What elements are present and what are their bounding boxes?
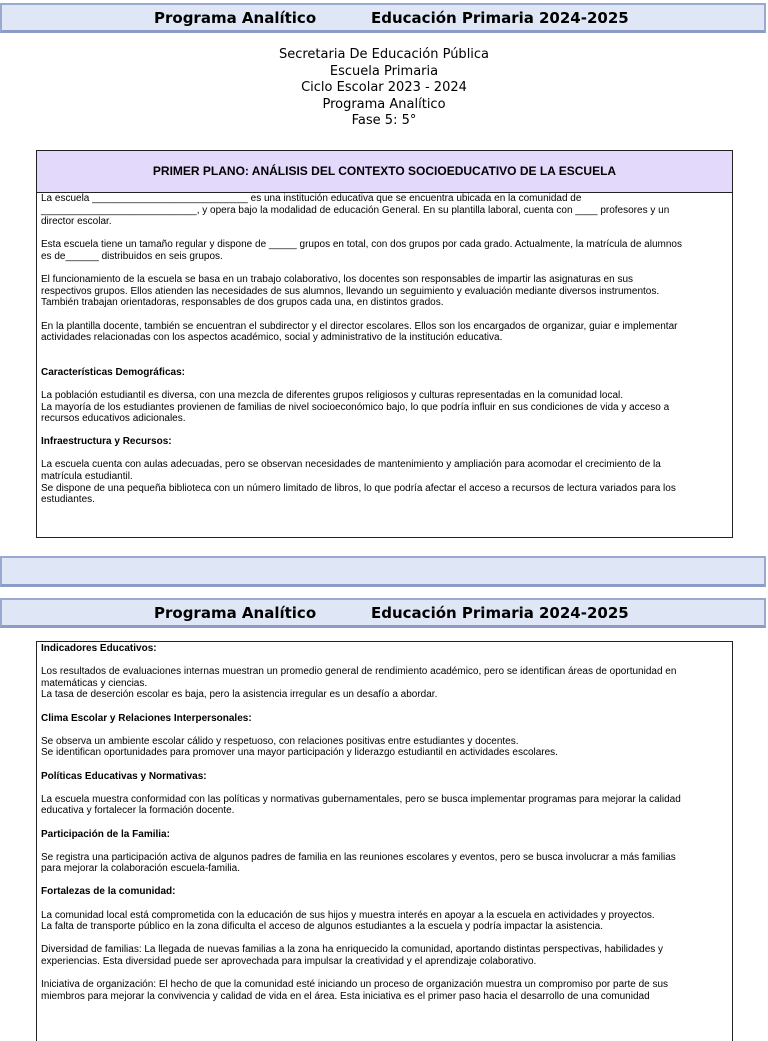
school-info-line: Fase 5: 5°: [351, 113, 417, 128]
text-line: experiencias. Esta diversidad puede ser aprovechada para impulsar la creatividad y el aprendizaje colaborativo.: [41, 956, 537, 968]
text-line: Diversidad de familias: La llegada de nuevas familias a la zona ha enriquecido la comunidad, aportando distintas perspectivas, habilidades y: [41, 944, 664, 956]
text-line: La escuela ____________________________ es una institución educativa que se encuentra ubicada en la comunidad de: [41, 193, 582, 204]
text-line: La población estudiantil es diversa, con una mezcla de diferentes grupos religiosos y culturas representadas en la comunidad local.: [41, 389, 624, 401]
text-line: matrícula estudiantil.: [41, 471, 133, 483]
subheading: Participación de la Familia:: [41, 828, 170, 840]
text-line: recursos educativos adicionales.: [41, 413, 186, 425]
school-info-line: Ciclo Escolar 2023 - 2024: [301, 80, 467, 95]
school-info-line: Programa Analítico: [322, 96, 446, 112]
text-line: La tasa de deserción escolar es baja, pero la asistencia irregular es un desafío a abordar.: [41, 689, 438, 701]
text-line: La escuela muestra conformidad con las políticas y normativas gubernamentales, pero se busca implementar programas para mejorar la calidad: [41, 793, 681, 805]
subheading: Políticas Educativas y Normativas:: [41, 770, 207, 782]
header-program: Programa Analítico: [154, 604, 317, 622]
context-analysis-box: [36, 150, 733, 538]
header-level: Educación Primaria: [371, 9, 534, 27]
subheading: Fortalezas de la comunidad:: [41, 886, 176, 898]
text-line: La comunidad local está comprometida con la educación de sus hijos y muestra interés en apoyar a la escuela en actividades y proyectos.: [41, 909, 655, 921]
text-line: Se observa un ambiente escolar cálido y respetuoso, con relaciones positivas entre estudiantes y docentes.: [41, 735, 519, 747]
text-line: También trabajan orientadoras, responsables de dos grupos cada una, en distintos grados.: [41, 297, 444, 309]
text-line: En la plantilla docente, también se encuentran el subdirector y el director escolares. Ellos son los encargados de organizar, guiar e implementar: [41, 320, 678, 332]
text-line: es de______ distribuidos en seis grupos.: [41, 250, 223, 262]
school-info-line: Secretaria De Educación Pública: [278, 47, 490, 62]
subheading: Clima Escolar y Relaciones Interpersonales:: [41, 712, 252, 724]
context-analysis-continued-box: [36, 641, 733, 1041]
header-program: Programa Analítico: [154, 9, 317, 27]
page-header-banner: [0, 598, 766, 628]
header-year: 2024-2025: [539, 604, 629, 622]
text-line: Se identifican oportunidades para promover una mayor participación y liderazgo estudiantil en actividades escolares.: [41, 747, 558, 759]
subheading: Indicadores Educativos:: [41, 643, 157, 654]
text-line: estudiantes.: [41, 494, 95, 506]
section-title: PRIMER PLANO: ANÁLISIS DEL CONTEXTO SOCIOEDUCATIVO DE LA ESCUELA: [37, 151, 732, 193]
text-line: actividades relacionadas con los aspectos académico, social y administrativo de la institución educativa.: [41, 332, 503, 344]
text-line: para mejorar la colaboración escuela-familia.: [41, 863, 240, 875]
school-info-line: Escuela Primaria: [329, 63, 439, 79]
subheading: Infraestructura y Recursos:: [41, 436, 172, 448]
text-line: Esta escuela tiene un tamaño regular y dispone de _____ grupos en total, con dos grupos por cada grado. Actualmente, la matrícula de alumnos: [41, 239, 682, 251]
text-line: educativa y fortalecer la formación docente.: [41, 805, 235, 817]
text-line: ____________________________, y opera bajo la modalidad de educación General. En su plantilla laboral, cuenta con ____ profesores y un: [41, 204, 670, 216]
text-line: Los resultados de evaluaciones internas muestran un promedio general de rendimiento académico, pero se identifican áreas de oportunidad en: [41, 666, 677, 678]
header-year: 2024-2025: [539, 9, 629, 27]
section-content: [37, 642, 732, 1002]
page-footer-banner: [0, 556, 766, 587]
text-line: director escolar.: [41, 216, 112, 228]
text-line: Se registra una participación activa de algunos padres de familia en las reuniones escolares y eventos, pero se busca involucrar a más familias: [41, 851, 676, 863]
text-line: Iniciativa de organización: El hecho de que la comunidad esté iniciando un proceso de organización muestra un compromiso por parte de sus: [41, 979, 669, 991]
page-header-banner: [0, 3, 766, 33]
section-content: [37, 193, 732, 506]
text-line: La mayoría de los estudiantes provienen de familias de nivel socioeconómico bajo, lo que podría influir en sus condiciones de vida y acceso a: [41, 401, 670, 413]
school-info: [0, 47, 768, 130]
subheading: Características Demográficas:: [41, 366, 185, 378]
text-line: Se dispone de una pequeña biblioteca con un número limitado de libros, lo que podría afectar el acceso a recursos de lectura variados para los: [41, 482, 676, 494]
text-line: miembros para mejorar la convivencia y calidad de vida en el área. Esta iniciativa es el primer paso hacia el desarrollo de una comunidad: [41, 990, 650, 1002]
header-level: Educación Primaria: [371, 604, 534, 622]
text-line: respectivos grupos. Ellos atienden las necesidades de sus alumnos, llevando un seguimiento y evaluación mediante diversos instrumentos.: [41, 285, 660, 297]
text-line: La escuela cuenta con aulas adecuadas, pero se observan necesidades de mantenimiento y ampliación para acomodar el crecimiento de la: [41, 459, 661, 471]
text-line: El funcionamiento de la escuela se basa en un trabajo colaborativo, los docentes son responsables de impartir las asignaturas en sus: [41, 274, 634, 286]
text-line: La falta de transporte público en la zona dificulta el acceso de algunos estudiantes a la escuela y podría impactar la asistencia.: [41, 921, 604, 933]
text-line: matemáticas y ciencias.: [41, 677, 148, 689]
